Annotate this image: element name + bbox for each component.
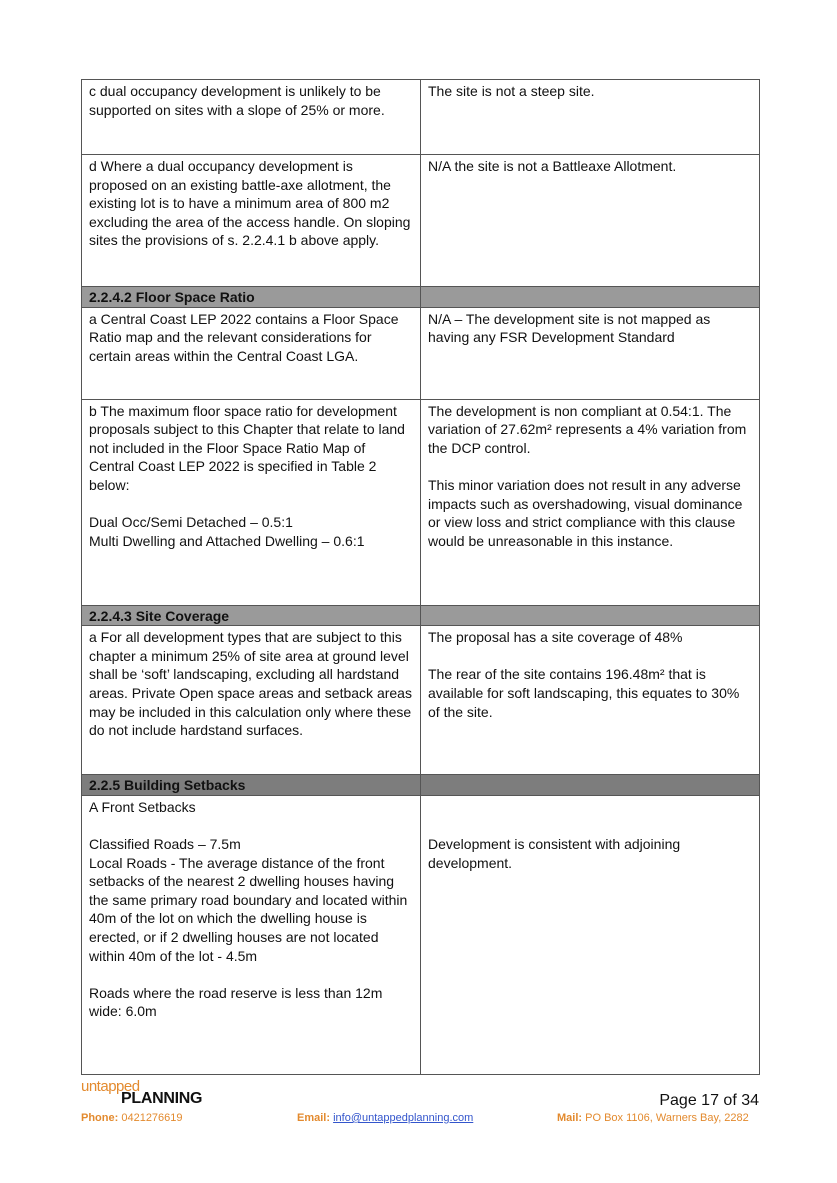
table-row	[82, 155, 760, 287]
comment-cell: The site is not a steep site.	[421, 80, 760, 155]
control-cell: c dual occupancy development is unlikely to be supported on sites with a slope of 25% or more.	[82, 80, 421, 155]
section-heading: 2.2.5 Building Setbacks	[82, 775, 421, 796]
logo-wordmark-top: untapped	[81, 1078, 140, 1095]
section-heading-blank	[421, 287, 760, 308]
logo-wordmark-bottom: PLANNING	[121, 1090, 203, 1107]
comment-cell: N/A the site is not a Battleaxe Allotment.	[421, 155, 760, 287]
section-heading: 2.2.4.3 Site Coverage	[82, 605, 421, 626]
phone-label: Phone:	[81, 1112, 119, 1124]
comment-cell: The proposal has a site coverage of 48% The rear of the site contains 196.48m² that is available for soft landscaping, this equates to 30% of the site.	[421, 626, 760, 775]
section-heading-blank	[421, 605, 760, 626]
phone-value: 0421276619	[121, 1112, 183, 1124]
footer-phone	[81, 1112, 183, 1124]
section-heading: 2.2.4.2 Floor Space Ratio	[82, 287, 421, 308]
page-number: Page 17 of 34	[659, 1092, 759, 1109]
email-link[interactable]: info@untappedplanning.com	[333, 1112, 474, 1124]
section-heading-row	[82, 775, 760, 796]
control-cell: a Central Coast LEP 2022 contains a Floor Space Ratio map and the relevant considerations for certain areas within the Central Coast LGA.	[82, 307, 421, 399]
mail-value: PO Box 1106, Warners Bay, 2282	[585, 1112, 749, 1124]
compliance-table	[81, 79, 760, 1075]
footer-mail	[557, 1112, 749, 1124]
comment-cell: The development is non compliant at 0.54:1. The variation of 27.62m² represents a 4% variation from the DCP control. This minor variation does not result in any adverse impacts such as overshadowing, visual dominance or view loss and strict compliance with this clause would be unreasonable in this instance.	[421, 399, 760, 605]
control-cell: a For all development types that are subject to this chapter a minimum 25% of site area at ground level shall be ‘soft’ landscaping, excluding all hardstand areas. Private Open space areas and setback areas may be included in this calculation only where these do not include hardstand surfaces.	[82, 626, 421, 775]
control-cell: d Where a dual occupancy development is proposed on an existing battle-axe allotment, the existing lot is to have a minimum area of 800 m2 excluding the area of the access handle. On sloping sites the provisions of s. 2.2.4.1 b above apply.	[82, 155, 421, 287]
table-row	[82, 80, 760, 155]
section-heading-row	[82, 605, 760, 626]
section-heading-row	[82, 287, 760, 308]
table-row	[82, 795, 760, 1074]
footer-email	[297, 1112, 473, 1124]
page-footer	[0, 1076, 837, 1136]
table-row	[82, 307, 760, 399]
comment-cell: Development is consistent with adjoining development.	[421, 795, 760, 1074]
mail-label: Mail:	[557, 1112, 583, 1124]
email-label: Email:	[297, 1112, 331, 1124]
comment-cell: N/A – The development site is not mapped as having any FSR Development Standard	[421, 307, 760, 399]
control-cell: b The maximum floor space ratio for development proposals subject to this Chapter that relate to land not included in the Floor Space Ratio Map of Central Coast LEP 2022 is specified in Table 2 below: Dual Occ/Semi Detached – 0.5:1 Multi Dwelling and Attached Dwelling – 0.6:1	[82, 399, 421, 605]
table-row	[82, 626, 760, 775]
table-row	[82, 399, 760, 605]
control-cell: A Front Setbacks Classified Roads – 7.5m Local Roads - The average distance of the front setbacks of the nearest 2 dwelling houses having the same primary road boundary and located within 40m of the lot on which the dwelling house is erected, or if 2 dwelling houses are not located within 40m of the lot - 4.5m Roads where the road reserve is less than 12m wide: 6.0m	[82, 795, 421, 1074]
section-heading-blank	[421, 775, 760, 796]
company-logo	[81, 1076, 231, 1108]
